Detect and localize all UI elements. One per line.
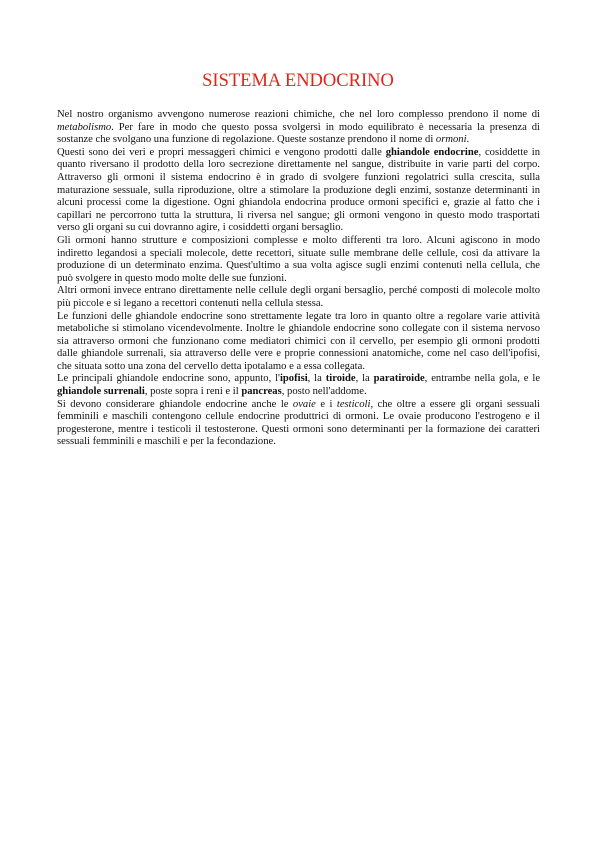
text-run: e i [315, 398, 337, 410]
text-run: , cosiddette in quanto riversano il prodotto della loro secrezione direttamente nel sangue, distribuite in varie parti del corpo. Attraverso gli ormoni il sistema endocrino è in grado di svolgere funzioni regolatrici sulla crescita, sulla maturazione sessuale, sulla riproduzione, oltre a stimolare la produzione degli enzimi, sostanze determinanti in alcuni processi come la digestione. Ogni ghiandola endocrina produce ormoni specifici e, grazie al fatto che i capillari ne percorrono tutta la struttura, li riversa nel sangue; gli ormoni vengono in questo modo trasportati verso gli organi su cui dovranno agire, i cosiddetti organi bersaglio. [57, 146, 541, 234]
paragraph [57, 373, 540, 398]
bold-term: ghiandole surrenali [57, 386, 145, 398]
bold-term: pancreas [241, 386, 282, 398]
italic-term: metabolismo [57, 121, 112, 133]
bold-term: paratiroide [373, 373, 425, 385]
text-run: , entrambe nella gola, e le [424, 373, 541, 385]
paragraph [57, 147, 540, 235]
text-run: , che oltre a essere gli organi sessuali femminili e maschili contengono cellule endocrine produttrici di ormoni. Le ovaie producono l'estrogeno e il progesterone, mentre i testicoli il testosterone. Questi ormoni sono determinanti per la formazione dei caratteri sessuali femminili e maschili e per la fecondazione. [57, 398, 540, 448]
text-run: Gli ormoni hanno strutture e composizioni complesse e molto differenti tra loro. Alcuni agiscono in modo indiretto legandosi a speciali molecole, dette recettori, situate sulle membrane delle cellule, così da attivare la produzione di un determinato enzima. Quest'ultimo a sua volta agisce sugli enzimi contenuti nella cellula, che può svolgere in questo modo molte delle sue funzioni. [57, 234, 540, 284]
paragraph [57, 235, 540, 285]
text-run: Le funzioni delle ghiandole endocrine sono strettamente legate tra loro in quanto oltre a regolare varie attività metaboliche si stimolano vicendevolmente. Inoltre le ghiandole endocrine sono collegate con il sistema nervoso sia attraverso ormoni che funzionano come mediatori chimici con il cervello, per esempio gli ormoni prodotti dalle ghiandole surrenali, sia attraverso delle vere e proprie connessioni anatomiche, come nel caso dell'ipofisi, che situata sotto una zona del cervello detta ipotalamo e a essa collegata. [57, 310, 540, 372]
text-run: , posto nell'addome. [281, 386, 367, 398]
text-run: , poste sopra i reni e il [144, 386, 242, 398]
text-run: , la [355, 373, 374, 385]
paragraph [57, 285, 540, 310]
italic-term: ormoni [435, 134, 467, 146]
text-run: . Per fare in modo che questo possa svolgersi in modo equilibrato è necessaria la presenza di sostanze che svolgano una funzione di regolazione. Queste sostanze prendono il nome di [57, 121, 540, 146]
bold-term: ghiandole endocrine [385, 146, 479, 158]
text-run: . [466, 134, 470, 146]
paragraph [57, 109, 540, 147]
text-run: Nel nostro organismo avvengono numerose reazioni chimiche, che nel loro complesso prendono il nome di [57, 109, 540, 120]
bold-term: tiroide [325, 373, 356, 385]
paragraph [57, 311, 540, 374]
bold-term: ipofisi [279, 373, 308, 385]
italic-term: ovaie [292, 398, 316, 410]
page-title: SISTEMA ENDOCRINO [202, 71, 394, 91]
paragraph [57, 399, 540, 449]
body-text [57, 109, 540, 449]
text-run: Le principali ghiandole endocrine sono, appunto, l' [57, 373, 280, 385]
text-run: Questi sono dei veri e propri messaggeri chimici e vengono prodotti dalle [57, 146, 386, 158]
italic-term: testicoli [336, 398, 371, 410]
text-run: Si devono considerare ghiandole endocrine anche le [57, 398, 293, 410]
text-run: Altri ormoni invece entrano direttamente nelle cellule degli organi bersaglio, perché composti di molecole molto più piccole e si legano a recettori contenuti nella cellula stessa. [57, 285, 540, 309]
text-run: , la [307, 373, 326, 385]
